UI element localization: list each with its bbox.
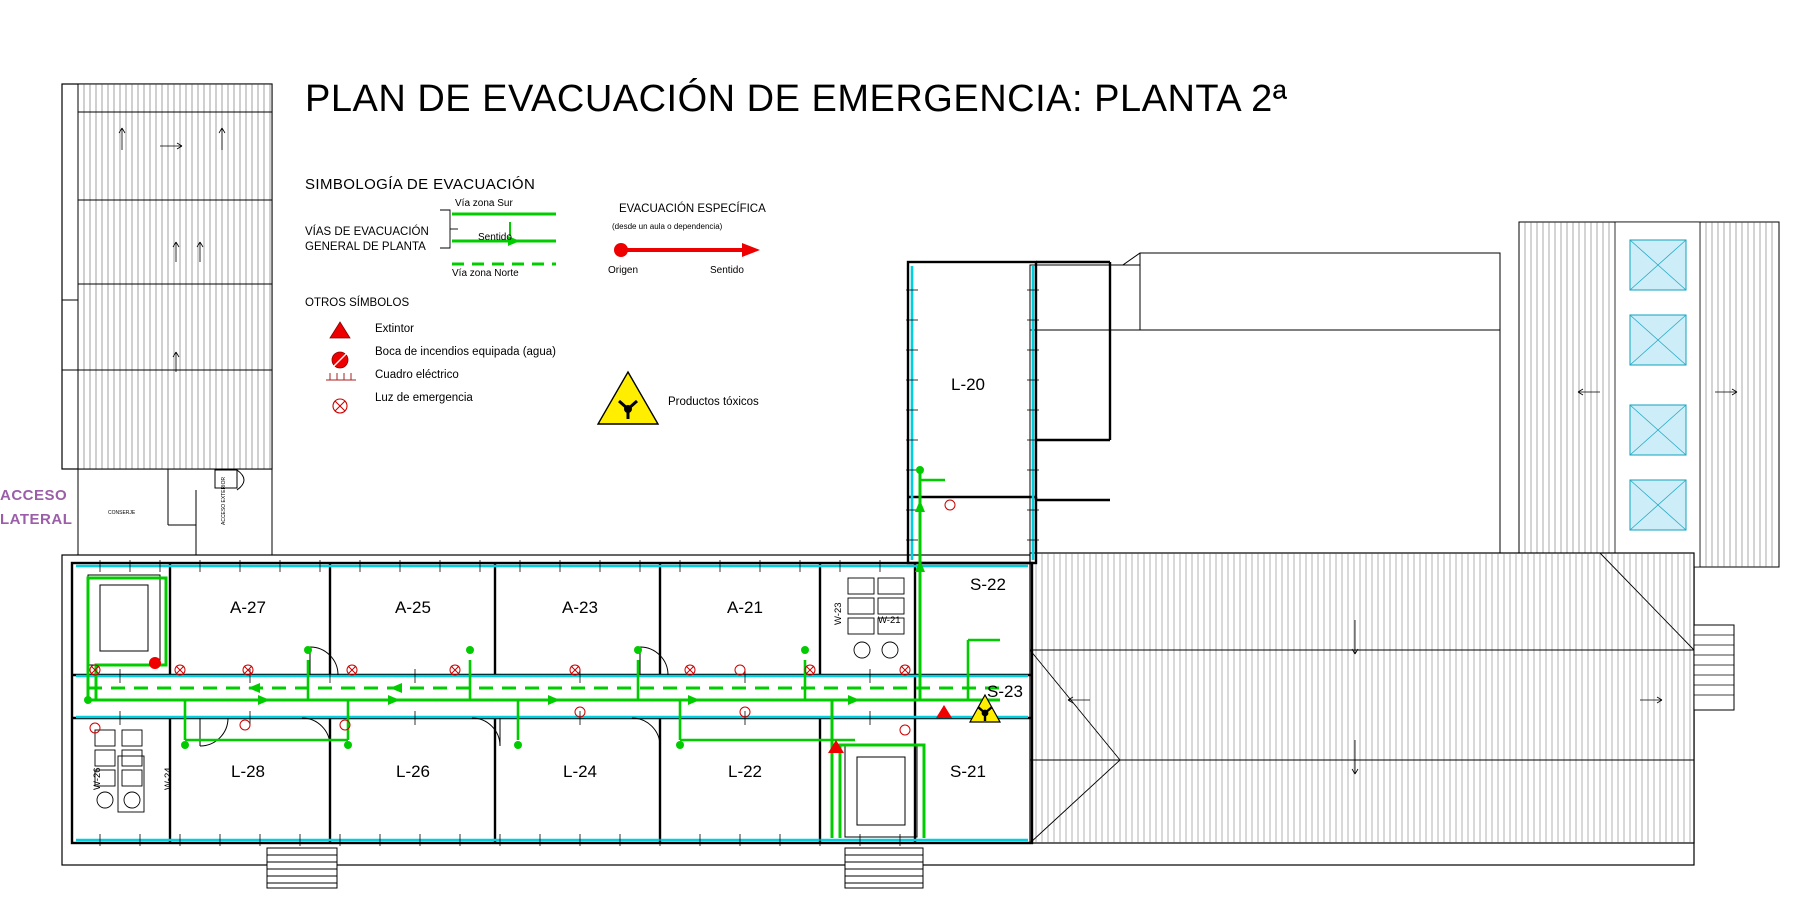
room-label-s21: S-21 [950,762,986,781]
room-label-a27: A-27 [230,598,266,617]
legend-specific-heading: EVACUACIÓN ESPECÍFICA [619,203,766,215]
room-label-w24: W-24 [163,767,174,790]
legend-heading: SIMBOLOGÍA DE EVACUACIÓN [305,176,536,193]
room-label-w23: W-23 [833,602,844,625]
conserjeria-label: CONSERJE [108,510,136,516]
legend-origen-label: Origen [608,265,639,276]
legend-via-sur-label: Vía zona Sur [455,198,513,209]
east-roof-block [1030,253,1500,553]
legend-sentido-label: Sentido [478,232,512,243]
legend-general-label-line2: GENERAL DE PLANTA [305,241,426,253]
room-label-l22: L-22 [727,762,763,781]
room-label-l26: L-26 [395,762,431,781]
specific-evacuation-marker [149,657,161,669]
door-swings [200,647,668,746]
room-label-w21: W-21 [878,615,901,626]
room-label-a25: A-25 [395,598,431,617]
southeast-hatched-court [1030,553,1734,843]
legend-item-cuadro-electrico: Cuadro eléctrico [375,369,459,381]
acceso-exterior-label: ACCESO EXTERIOR [221,476,227,525]
acceso-lateral-label [0,484,72,532]
legend-general-label-line1: VÍAS DE EVACUACIÓN [305,226,429,238]
legend-item-luz-emergencia: Luz de emergencia [375,392,473,404]
room-label-l20: L-20 [950,375,986,394]
northwest-roof-block [78,84,272,469]
room-label-l28: L-28 [230,762,266,781]
legend-item-extintor: Extintor [375,323,414,335]
room-label-l24: L-24 [562,762,598,781]
legend-item-productos-toxicos: Productos tóxicos [668,396,759,408]
legend-item-boca-incendios: Boca de incendios equipada (agua) [375,346,556,358]
room-label-a23: A-23 [562,598,598,617]
room-label-s23: S-23 [987,682,1023,701]
legend-sentido2-label: Sentido [710,265,744,276]
room-label-a21: A-21 [727,598,763,617]
room-label-w26: W-26 [92,767,103,790]
legend-specific-sub: (desde un aula o dependencia) [612,222,723,231]
acceso-line2: LATERAL [0,511,73,528]
legend-via-norte-label: Vía zona Norte [452,268,519,279]
page-title: PLAN DE EVACUACIÓN DE EMERGENCIA: PLANTA 2ª [305,78,1288,120]
room-label-s22: S-22 [970,575,1006,594]
acceso-line1: ACCESO [0,487,68,504]
east-hatched-facade [1519,222,1779,567]
legend-others-heading: OTROS SÍMBOLOS [305,297,410,309]
